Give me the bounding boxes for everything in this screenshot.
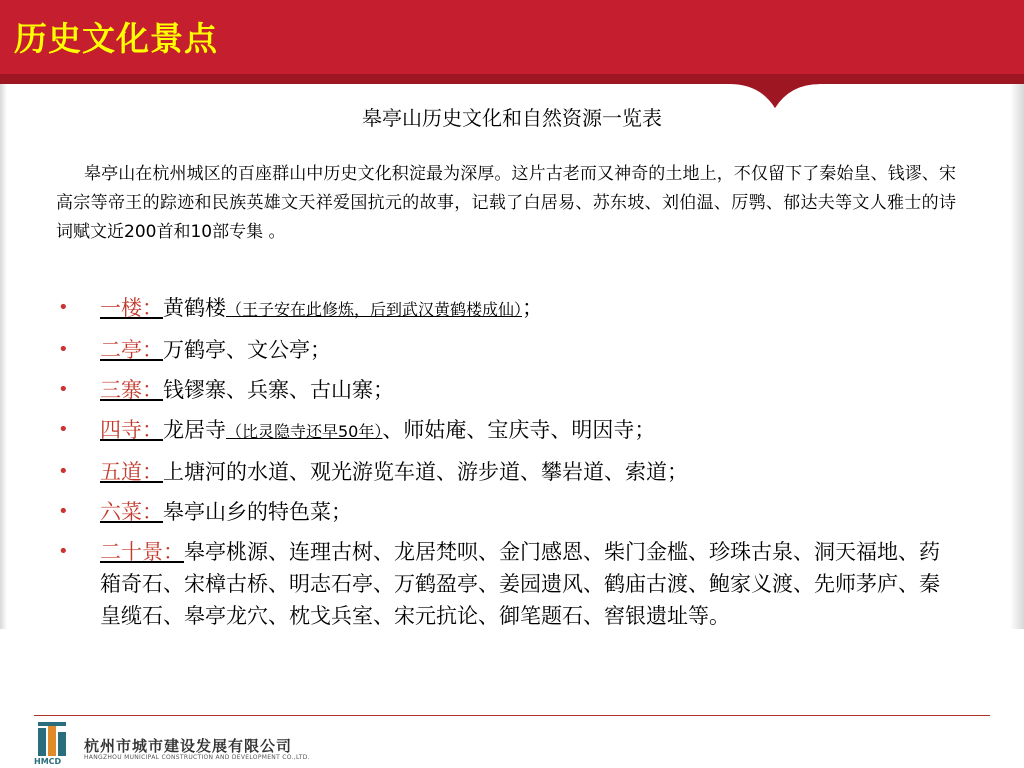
attractions-list <box>58 292 958 640</box>
item-text: 龙居寺 <box>163 418 226 442</box>
item-text: 皋亭桃源、连理古树、龙居梵呗、金门感恩、柴门金槛、珍珠古泉、洞天福地、药箱奇石、宋樟古桥、明志石亭、万鹤盈亭、姜园遗风、鹤庙古渡、鲍家义渡、先师茅庐、秦皇缆石、皋亭龙穴、枕戈兵室、宋元抗论、御笔题石、窖银遗址等。 <box>100 540 940 628</box>
list-item <box>58 374 958 406</box>
item-tail: 、师姑庵、宝庆寺、明因寺； <box>382 418 656 442</box>
item-key: 六菜： <box>100 500 163 524</box>
item-text: 黄鹤楼 <box>163 296 226 320</box>
list-item <box>58 496 958 528</box>
right-shadow-strip <box>1010 84 1024 629</box>
bullet-icon: • <box>58 541 69 562</box>
header-banner <box>0 0 1024 110</box>
item-key: 四寺： <box>100 418 163 442</box>
left-shadow-strip <box>0 84 7 629</box>
item-text: 皋亭山乡的特色菜； <box>163 500 352 524</box>
bullet-icon: • <box>58 297 69 318</box>
company-abbr: HMCD <box>34 757 62 766</box>
bullet-icon: • <box>58 339 69 360</box>
item-text: 上塘河的水道、观光游览车道、游步道、攀岩道、索道； <box>163 460 688 484</box>
item-text: 钱镠寨、兵寨、古山寨； <box>163 378 394 402</box>
item-text: 万鹤亭、文公亭； <box>163 338 331 362</box>
list-item <box>58 536 958 632</box>
company-name: 杭州市城市建设发展有限公司 <box>84 737 293 755</box>
item-note: （王子安在此修炼，后到武汉黄鹤楼成仙） <box>226 300 523 319</box>
item-key: 五道： <box>100 460 163 484</box>
list-item <box>58 414 958 448</box>
bullet-icon: • <box>58 419 69 440</box>
item-tail: ； <box>522 296 544 320</box>
list-item <box>58 456 958 488</box>
item-key: 二亭： <box>100 338 163 362</box>
slide-title: 历史文化景点 <box>14 19 218 58</box>
list-item <box>58 292 958 326</box>
bullet-icon: • <box>58 379 69 400</box>
intro-paragraph: 皋亭山在杭州城区的百座群山中历史文化积淀最为深厚。这片古老而又神奇的土地上，不仅留下了秦始皇、钱谬、宋高宗等帝王的踪迹和民族英雄文天祥爱国抗元的故事，记载了白居易、苏东坡、刘伯温、厉鹗、郁达夫等文人雅士的诗词赋文近200首和10部专集 。 <box>56 164 956 242</box>
company-name-en: HANGZHOU MUNICIPAL CONSTRUCTION AND DEVELOPMENT CO.,LTD. <box>84 754 310 761</box>
bullet-icon: • <box>58 461 69 482</box>
item-key: 三寨： <box>100 378 163 402</box>
footer-divider <box>34 715 990 716</box>
list-item <box>58 334 958 366</box>
item-note: （比灵隐寺还早50年） <box>226 422 383 441</box>
bullet-icon: • <box>58 501 69 522</box>
item-key: 一楼： <box>100 296 163 320</box>
item-key: 二十景： <box>100 540 184 564</box>
table-heading: 皋亭山历史文化和自然资源一览表 <box>362 106 662 130</box>
